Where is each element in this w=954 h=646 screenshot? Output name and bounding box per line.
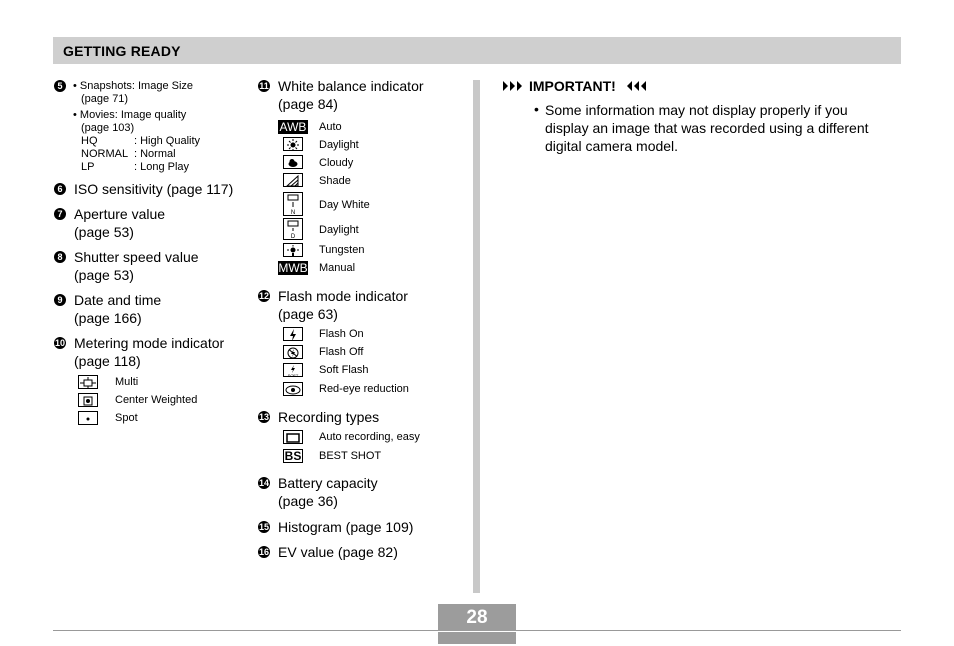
red-eye-label: Red-eye reduction xyxy=(319,383,409,395)
quality-normal-key: NORMAL xyxy=(81,148,129,160)
quality-hq-value: : High Quality xyxy=(134,135,201,147)
item-11-text: White balance indicator xyxy=(278,78,424,94)
item-12-page: (page 63) xyxy=(278,306,338,322)
item-8-page: (page 53) xyxy=(74,267,134,283)
flash-off-label: Flash Off xyxy=(319,346,364,358)
important-line-1: Some information may not display properly if you xyxy=(545,102,848,118)
soft-flash-label: Soft Flash xyxy=(319,364,369,376)
auto-recording-label: Auto recording, easy xyxy=(319,431,420,443)
item-number-13: 13 xyxy=(258,412,269,422)
item-6-text: ISO sensitivity (page 117) xyxy=(74,181,234,197)
section-title: GETTING READY xyxy=(63,43,181,59)
cloudy-icon xyxy=(283,155,303,169)
bullet: • xyxy=(534,101,539,117)
item-number-16: 16 xyxy=(258,547,269,557)
movies-line: • Movies: Image quality xyxy=(73,109,187,121)
best-shot-label: BEST SHOT xyxy=(319,450,382,462)
daylight-icon xyxy=(283,137,303,151)
arrow-right-icon xyxy=(503,80,525,92)
item-number-6: 6 xyxy=(54,183,66,195)
red-eye-icon xyxy=(283,382,303,396)
mwb-icon: MWB xyxy=(278,261,308,275)
item-10-page: (page 118) xyxy=(74,353,141,369)
wb-day-white-label: Day White xyxy=(319,199,370,211)
soft-flash-icon xyxy=(283,363,303,377)
item-number-5: 5 xyxy=(54,80,66,92)
snapshots-line: • Snapshots: Image Size xyxy=(73,80,194,92)
item-8-text: Shutter speed value xyxy=(74,249,199,265)
item-number-10: 10 xyxy=(54,338,65,348)
wb-auto-label: Auto xyxy=(319,121,342,133)
quality-normal-value: : Normal xyxy=(134,148,176,160)
item-9-page: (page 166) xyxy=(74,310,142,326)
important-heading: IMPORTANT! xyxy=(529,78,616,94)
arrow-left-icon xyxy=(627,80,649,92)
item-number-8: 8 xyxy=(54,251,66,263)
item-number-7: 7 xyxy=(54,208,66,220)
item-10-text: Metering mode indicator xyxy=(74,335,225,351)
column-divider xyxy=(473,80,480,593)
flash-on-icon xyxy=(283,327,303,341)
svg-text:SOFT: SOFT xyxy=(287,373,299,377)
daylight-fluorescent-icon xyxy=(283,218,303,240)
item-12-text: Flash mode indicator xyxy=(278,288,408,304)
metering-spot-label: Spot xyxy=(115,412,138,424)
section-header xyxy=(53,37,901,64)
item-7-text: Aperture value xyxy=(74,206,166,222)
snapshots-page: (page 71) xyxy=(81,93,129,105)
quality-lp-key: LP xyxy=(81,161,95,173)
page-number: 28 xyxy=(466,607,488,628)
item-number-14: 14 xyxy=(258,478,269,488)
item-number-15: 15 xyxy=(258,522,269,532)
important-text xyxy=(545,101,869,155)
item-9-text: Date and time xyxy=(74,292,162,308)
center-weighted-icon xyxy=(78,393,98,407)
multi-metering-icon xyxy=(78,375,98,389)
important-line-3: digital camera model. xyxy=(545,138,679,154)
flash-off-icon xyxy=(283,345,303,359)
item-14-page: (page 36) xyxy=(278,493,338,509)
wb-daylight-label: Daylight xyxy=(319,139,359,151)
auto-recording-icon xyxy=(283,430,303,444)
awb-icon: AWB xyxy=(279,120,307,134)
movies-page: (page 103) xyxy=(81,122,135,134)
page-number-box xyxy=(438,604,516,644)
wb-manual-label: Manual xyxy=(319,262,356,274)
quality-lp-value: : Long Play xyxy=(134,161,190,173)
important-line-2: display an image that was recorded using a different xyxy=(545,120,869,136)
item-13-text: Recording types xyxy=(278,409,380,425)
metering-multi-label: Multi xyxy=(115,376,139,388)
item-11-page: (page 84) xyxy=(278,96,338,112)
item-15-text: Histogram (page 109) xyxy=(278,519,414,535)
flash-on-label: Flash On xyxy=(319,328,364,340)
item-16-text: EV value (page 82) xyxy=(278,544,398,560)
item-7-page: (page 53) xyxy=(74,224,134,240)
quality-hq-key: HQ xyxy=(81,135,98,147)
wb-tungsten-label: Tungsten xyxy=(319,244,365,256)
svg-text:D: D xyxy=(290,234,296,239)
day-white-fluorescent-icon xyxy=(283,192,303,216)
item-number-11: 11 xyxy=(259,81,269,91)
item-number-9: 9 xyxy=(54,294,66,306)
shade-icon xyxy=(283,173,303,187)
metering-center-label: Center Weighted xyxy=(115,394,198,406)
wb-shade-label: Shade xyxy=(319,175,351,187)
wb-cloudy-label: Cloudy xyxy=(319,157,354,169)
tungsten-icon xyxy=(283,243,303,257)
spot-metering-icon xyxy=(78,411,98,425)
wb-daylight-fluorescent-label: Daylight xyxy=(319,224,359,236)
item-number-12: 12 xyxy=(258,291,269,301)
best-shot-icon: BS xyxy=(284,449,302,463)
svg-text:N: N xyxy=(290,210,296,215)
item-14-text: Battery capacity xyxy=(278,475,378,491)
